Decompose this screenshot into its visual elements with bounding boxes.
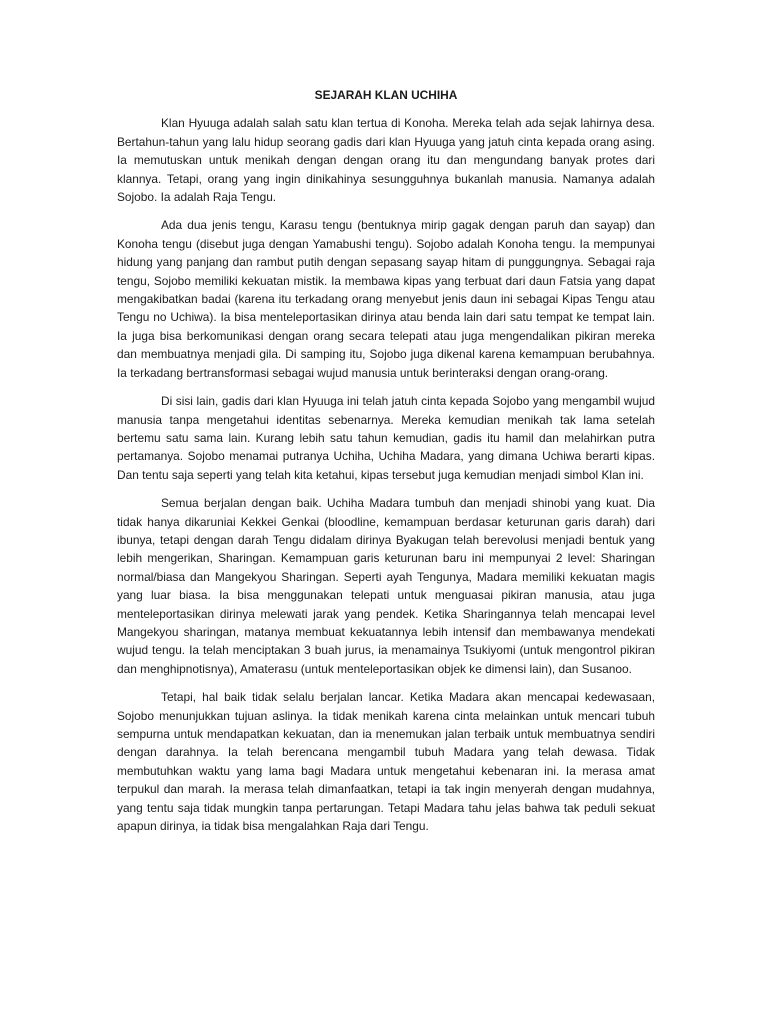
paragraph-1: Klan Hyuuga adalah salah satu klan tertua di Konoha. Mereka telah ada sejak lahirnya desa. Bertahun-tahun yang lalu hidup seorang gadis dari klan Hyuuga yang jatuh cinta kepada orang asing. Ia memutuskan untuk menikah dengan dengan orang itu dan mengundang banyak protes dari klannya. Tetapi, orang yang ingin dinikahinya sesungguhnya bukanlah manusia. Namanya adalah Sojobo. Ia adalah Raja Tengu.	[117, 116, 655, 205]
paragraph-3: Di sisi lain, gadis dari klan Hyuuga ini telah jatuh cinta kepada Sojobo yang mengambil wujud manusia tanpa mengetahui identitas sebenarnya. Mereka kemudian menikah tak lama setelah bertemu satu sama lain. Kurang lebih satu tahun kemudian, gadis itu hamil dan melahirkan putra pertamanya. Sojobo menamai putranya Uchiha, Uchiha Madara, yang dimana Uchiwa berarti kipas. Dan tentu saja seperti yang telah kita ketahui, kipas tersebut juga kemudian menjadi simbol Klan ini.	[117, 394, 655, 482]
paragraph-2: Ada dua jenis tengu, Karasu tengu (bentuknya mirip gagak dengan paruh dan sayap) dan Konoha tengu (disebut juga dengan Yamabushi tengu). Sojobo adalah Konoha tengu. Ia mempunyai hidung yang panjang dan rambut putih dengan sepasang sayap hitam di punggungnya. Sebagai raja tengu, Sojobo memiliki kekuatan mistik. Ia membawa kipas yang terbuat dari daun Fatsia yang dapat mengakibatkan badai (karena itu terkadang orang menyebut jenis daun ini sebagai Kipas Tengu atau Tengu no Uchiwa). Ia bisa menteleportasikan dirinya atau benda lain dari satu tempat ke tempat lain. Ia juga bisa berkomunikasi dengan orang secara telepati atau juga mengendalikan pikiran mereka dan membuatnya menjadi gila. Di samping itu, Sojobo juga dikenal karena kemampuan berubahnya. Ia terkadang bertransformasi sebagai wujud manusia untuk berinteraksi dengan orang-orang.	[117, 218, 655, 380]
paragraph-5: Tetapi, hal baik tidak selalu berjalan lancar. Ketika Madara akan mencapai kedewasaan, Sojobo menunjukkan tujuan aslinya. Ia tidak menikah karena cinta melainkan untuk mencari tubuh sempurna untuk mendapatkan kekuatan, dan ia menemukan jalan terbaik untuk membuatnya sendiri dengan darahnya. Ia telah berencana mengambil tubuh Madara yang telah dewasa. Tidak membutuhkan waktu yang lama bagi Madara untuk mengetahui kebenaran ini. Ia merasa amat terpukul dan marah. Ia merasa telah dimanfaatkan, tetapi ia tak ingin menyerah dengan mudahnya, yang tentu saja tidak mungkin tanpa pertarungan. Tetapi Madara tahu jelas bahwa tak peduli sekuat apapun dirinya, ia tidak bisa mengalahkan Raja dari Tengu.	[117, 690, 655, 834]
document-title: SEJARAH KLAN UCHIHA	[314, 88, 458, 102]
document-body	[117, 86, 655, 845]
paragraph-4: Semua berjalan dengan baik. Uchiha Madara tumbuh dan menjadi shinobi yang kuat. Dia tidak hanya dikaruniai Kekkei Genkai (bloodline, kemampuan berdasar keturunan garis darah) dari ibunya, tetapi dengan darah Tengu didalam dirinya Byakugan telah berevolusi menjadi bentuk yang lebih mengerikan, Sharingan. Kemampuan garis keturunan baru ini mempunyai 2 level: Sharingan normal/biasa dan Mangekyou Sharingan. Seperti ayah Tengunya, Madara memiliki kekuatan magis yang luar biasa. Ia bisa menggunakan telepati untuk menguasai pikiran manusia, atau juga menteleportasikan dirinya melewati jarak yang pendek. Ketika Sharingannya telah mencapai level Mangekyou sharingan, matanya membuat kekuatannya lebih intensif dan membawanya mendekati wujud tengu. Ia telah menciptakan 3 buah jurus, ia menamainya Tsukiyomi (untuk mengontrol pikiran dan menghipnotisnya), Amaterasu (untuk menteleportasikan objek ke dimensi lain), dan Susanoo.	[117, 496, 655, 676]
